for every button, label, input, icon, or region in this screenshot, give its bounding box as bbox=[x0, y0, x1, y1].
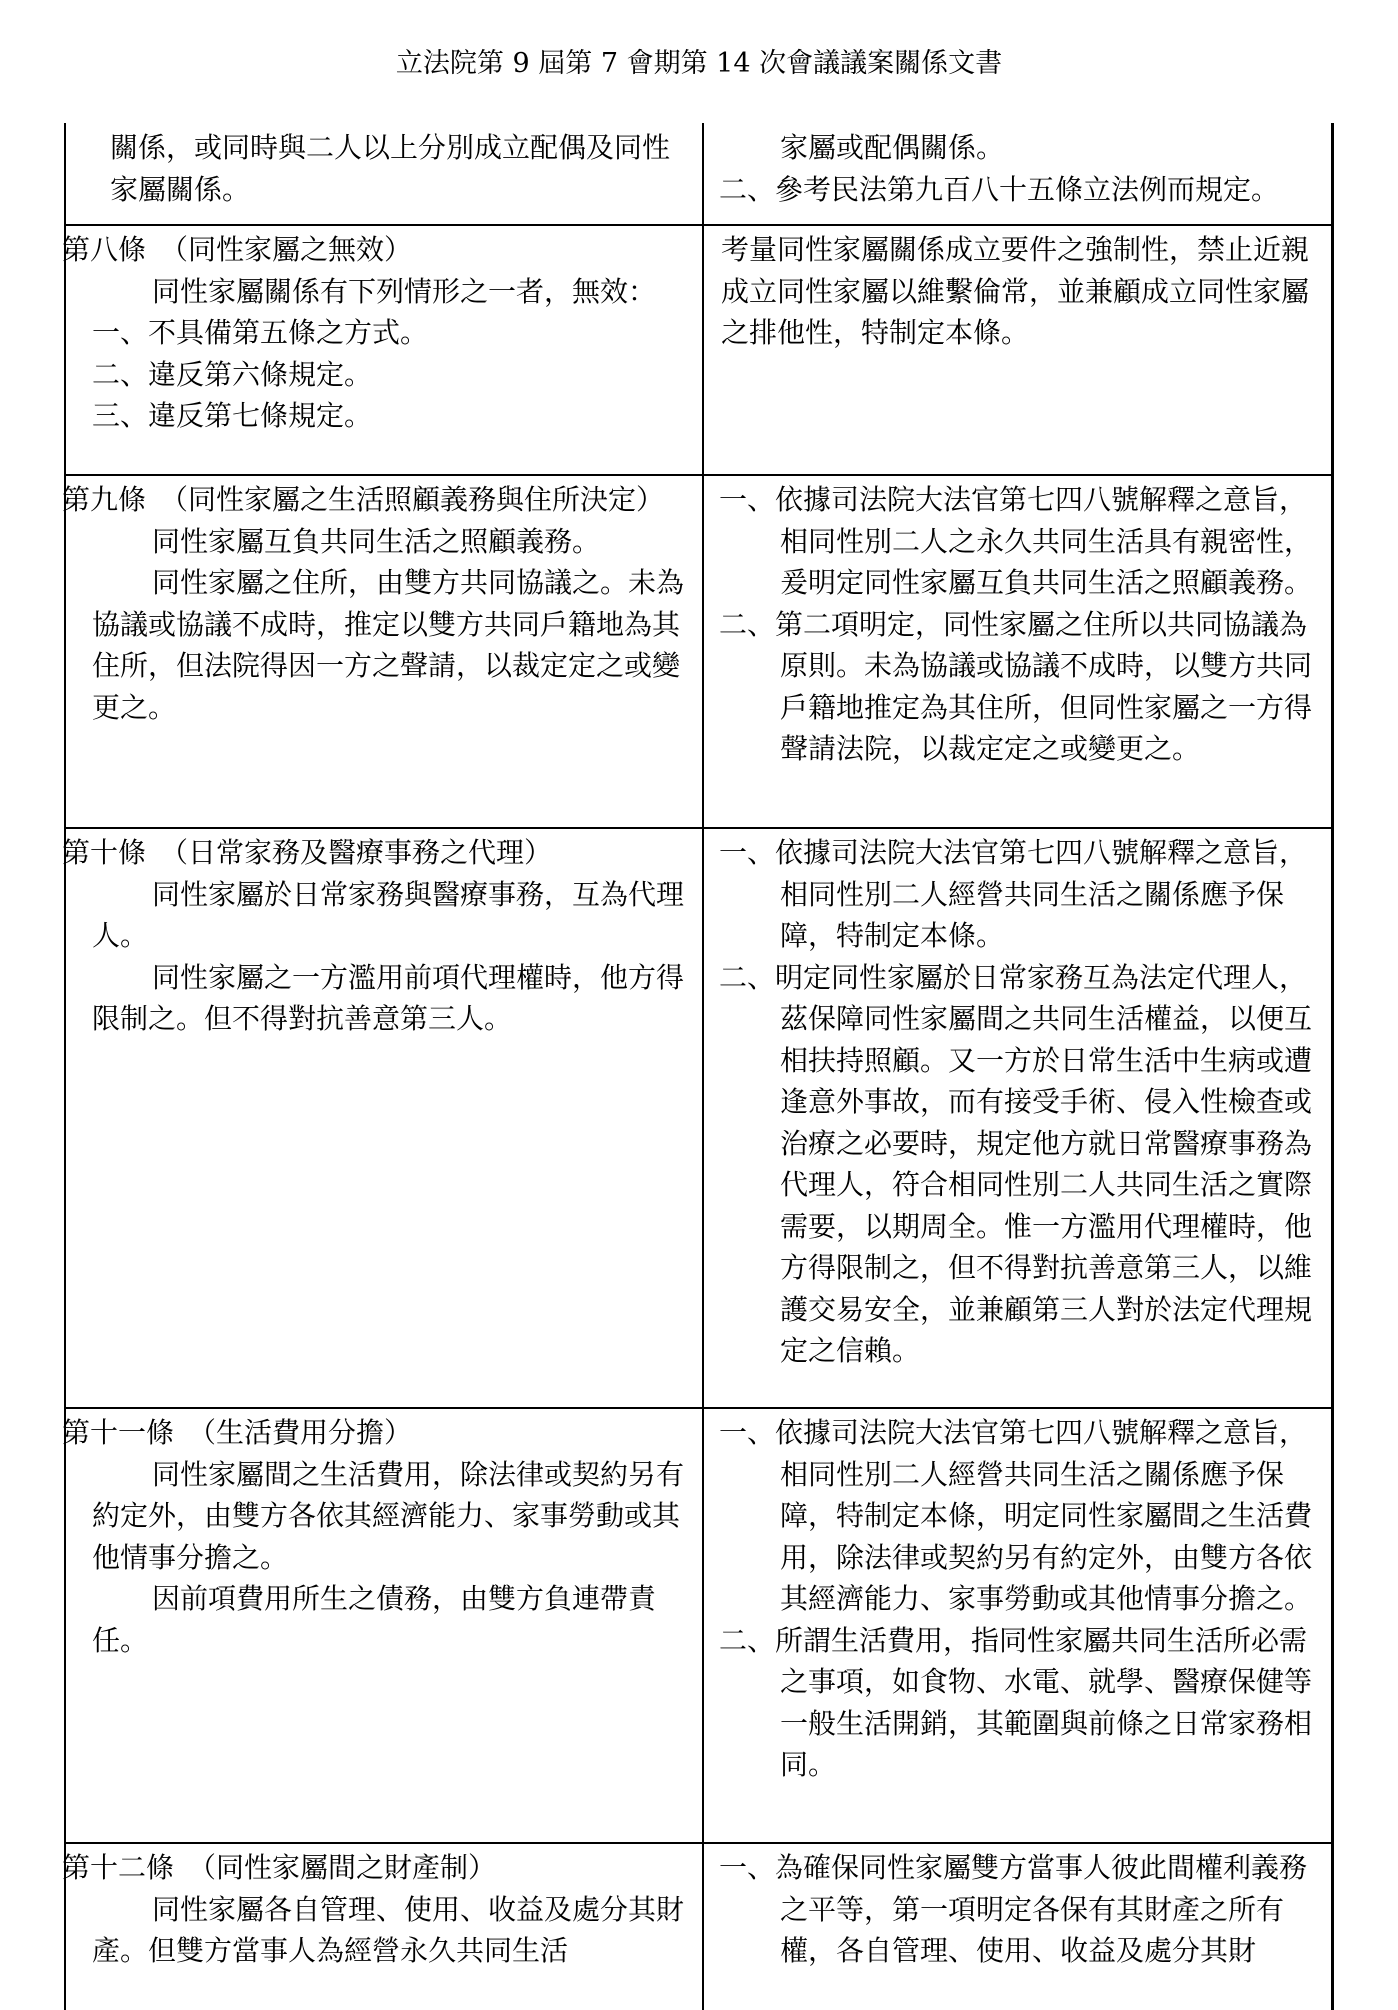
explanation-cell bbox=[719, 1847, 1319, 1972]
article-paragraph: 同性家屬於日常家務與醫療事務，互為代理人。 bbox=[92, 877, 685, 952]
article-paragraph: 同性家屬之一方濫用前項代理權時，他方得限制之。但不得對抗善意第三人。 bbox=[92, 960, 685, 1035]
article-paragraph: 關係，或同時與二人以上分別成立配偶及同性家屬關係。 bbox=[110, 131, 671, 206]
page-header: 立法院第 9 屆第 7 會期第 14 次會議議案關係文書 bbox=[395, 48, 1003, 79]
table-row bbox=[62, 1409, 1331, 1844]
explanation-cell bbox=[719, 229, 1319, 354]
explanation-cell bbox=[719, 127, 1319, 210]
article-text-cell bbox=[62, 479, 688, 728]
article-item: 三、違反第七條規定。 bbox=[92, 399, 373, 432]
explanation-item: 一、依據司法院大法官第七四八號解釋之意旨，相同性別二人之永久共同生活具有親密性，爰明定同性家屬互負共同生活之照顧義務。 bbox=[719, 483, 1313, 599]
table-row bbox=[62, 226, 1331, 476]
table-row bbox=[66, 123, 1331, 226]
explanation-cell bbox=[719, 479, 1319, 770]
article-text-cell bbox=[62, 832, 688, 1040]
explanation-item: 一、依據司法院大法官第七四八號解釋之意旨，相同性別二人經營共同生活之關係應予保障，特制定本條。 bbox=[719, 836, 1308, 952]
article-paragraph: 同性家屬關係有下列情形之一者，無效： bbox=[152, 274, 657, 308]
column-divider bbox=[702, 1409, 704, 1842]
explanation-item: 一、為確保同性家屬雙方當事人彼此間權利義務之平等，第一項明定各保有其財產之所有權，各自管理、使用、收益及處分其財 bbox=[719, 1851, 1308, 1967]
explanation-continuation: 家屬或配偶關係。 bbox=[780, 131, 1005, 164]
column-divider bbox=[702, 226, 704, 474]
article-heading: 第十二條 （同性家屬間之財產制） bbox=[62, 1851, 497, 1884]
article-paragraph: 因前項費用所生之債務，由雙方負連帶責任。 bbox=[92, 1582, 657, 1657]
article-paragraph: 同性家屬互負共同生活之照顧義務。 bbox=[152, 524, 601, 558]
article-item: 二、違反第六條規定。 bbox=[92, 357, 373, 391]
article-paragraph: 同性家屬之住所，由雙方共同協議之。未為協議或協議不成時，推定以雙方共同戶籍地為其住所，但法院得因一方之聲請，以裁定定之或變更之。 bbox=[92, 566, 685, 724]
table-row bbox=[62, 1844, 1331, 2010]
article-paragraph: 同性家屬各自管理、使用、收益及處分其財產。但雙方當事人為經營永久共同生活 bbox=[92, 1892, 685, 1967]
column-divider bbox=[702, 829, 704, 1407]
table-row bbox=[62, 829, 1331, 1409]
explanation-cell bbox=[719, 832, 1319, 1372]
explanation-cell bbox=[719, 1412, 1319, 1786]
article-item: 一、不具備第五條之方式。 bbox=[92, 316, 429, 349]
article-heading: 第八條 （同性家屬之無效） bbox=[62, 233, 413, 266]
column-divider bbox=[702, 123, 704, 224]
article-heading: 第十條 （日常家務及醫療事務之代理） bbox=[62, 836, 553, 869]
table-row bbox=[62, 476, 1331, 829]
column-divider bbox=[702, 476, 704, 827]
explanation-item: 二、參考民法第九百八十五條立法例而規定。 bbox=[719, 172, 1280, 206]
article-heading: 第九條 （同性家屬之生活照顧義務與住所決定） bbox=[62, 483, 665, 516]
explanation-item: 二、第二項明定，同性家屬之住所以共同協議為原則。未為協議或協議不成時，以雙方共同戶籍地推定為其住所，但同性家屬之一方得聲請法院，以裁定定之或變更之。 bbox=[719, 607, 1313, 765]
article-text-cell bbox=[80, 127, 688, 210]
article-paragraph: 同性家屬間之生活費用，除法律或契約另有約定外，由雙方各依其經濟能力、家事勞動或其他情事分擔之。 bbox=[92, 1457, 685, 1574]
article-heading: 第十一條 （生活費用分擔） bbox=[62, 1416, 413, 1449]
explanation-paragraph: 考量同性家屬關係成立要件之強制性，禁止近親成立同性家屬以維繫倫常，並兼顧成立同性家屬之排他性，特制定本條。 bbox=[721, 233, 1310, 349]
article-text-cell bbox=[62, 1412, 688, 1661]
comparison-table bbox=[64, 123, 1334, 2010]
explanation-item: 二、明定同性家屬於日常家務互為法定代理人，茲保障同性家屬間之共同生活權益，以便互相扶持照顧。又一方於日常生活中生病或遭逢意外事故，而有接受手術、侵入性檢查或治療之必要時，規定他方就日常醫療事務為代理人，符合相同性別二人共同生活之實際需要，以期周全。惟一方濫用代理權時，他方得限制之，但不得對抗善意第三人，以維護交易安全，並兼顧第三人對於法定代理規定之信賴。 bbox=[719, 960, 1313, 1367]
article-text-cell bbox=[62, 229, 688, 437]
column-divider bbox=[702, 1844, 704, 2010]
explanation-item: 一、依據司法院大法官第七四八號解釋之意旨，相同性別二人經營共同生活之關係應予保障，特制定本條，明定同性家屬間之生活費用，除法律或契約另有約定外，由雙方各依其經濟能力、家事勞動或其他情事分擔之。 bbox=[719, 1416, 1313, 1615]
article-text-cell bbox=[62, 1847, 688, 1972]
explanation-item: 二、所謂生活費用，指同性家屬共同生活所必需之事項，如食物、水電、就學、醫療保健等一般生活開銷，其範圍與前條之日常家務相同。 bbox=[719, 1623, 1313, 1781]
